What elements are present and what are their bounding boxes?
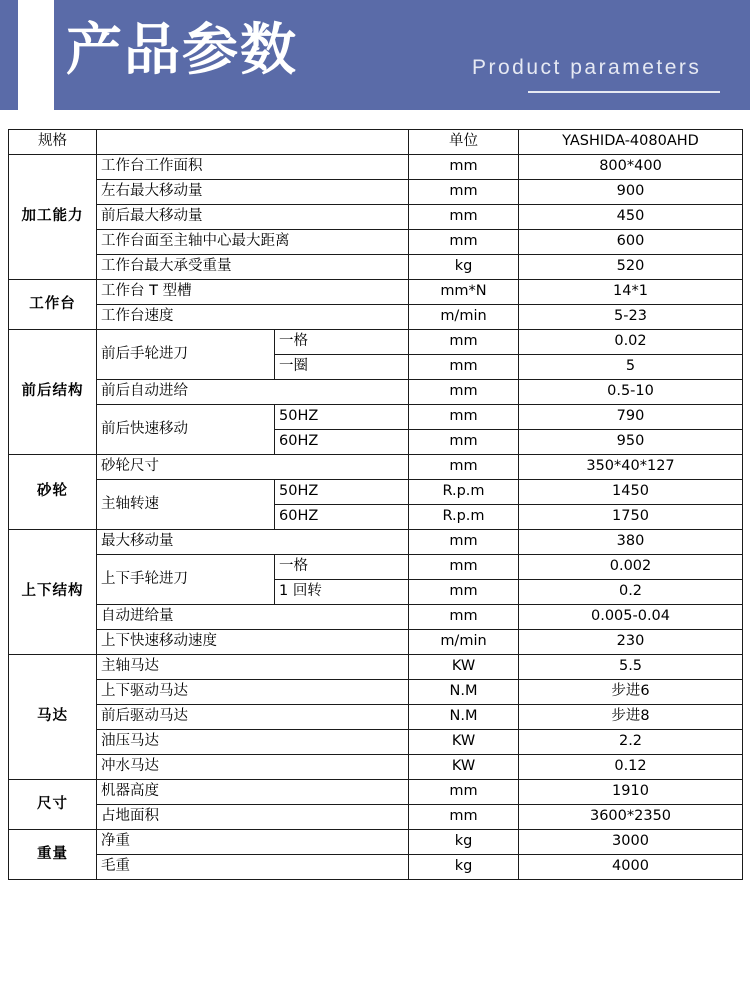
table-row (9, 205, 743, 230)
table-row (9, 655, 743, 680)
row-name-cell: 工作台最大承受重量 (97, 255, 409, 280)
row-name-cell: 上下驱动马达 (97, 680, 409, 705)
row-name-cell: 占地面积 (97, 805, 409, 830)
header-blank-cell (97, 130, 409, 155)
row-name-cell: 工作台 T 型槽 (97, 280, 409, 305)
row-unit-cell: mm (409, 530, 519, 555)
group-label-cell: 砂轮 (9, 455, 97, 530)
row-sub-cell: 一格 (275, 330, 409, 355)
table-row (9, 155, 743, 180)
table-row (9, 855, 743, 880)
row-value-cell: 5-23 (519, 305, 743, 330)
row-name-cell: 前后自动进给 (97, 380, 409, 405)
table-row (9, 530, 743, 555)
row-value-cell: 1750 (519, 505, 743, 530)
header-unit-label: 单位 (409, 130, 519, 155)
row-unit-cell: KW (409, 730, 519, 755)
row-sub-cell: 60HZ (275, 505, 409, 530)
banner-underline (528, 91, 720, 93)
banner-left-blue-stripe (0, 0, 18, 110)
row-value-cell: 5 (519, 355, 743, 380)
row-sub-cell: 一格 (275, 555, 409, 580)
row-unit-cell: mm (409, 180, 519, 205)
row-value-cell: 5.5 (519, 655, 743, 680)
row-unit-cell: mm (409, 605, 519, 630)
row-sub-cell: 1 回转 (275, 580, 409, 605)
table-row (9, 605, 743, 630)
table-header-row (9, 130, 743, 155)
row-value-cell: 350*40*127 (519, 455, 743, 480)
row-name-cell: 上下手轮进刀 (97, 555, 275, 605)
table-row (9, 680, 743, 705)
row-name-cell: 前后快速移动 (97, 405, 275, 455)
table-row (9, 805, 743, 830)
row-unit-cell: mm*N (409, 280, 519, 305)
row-value-cell: 1450 (519, 480, 743, 505)
table-row (9, 830, 743, 855)
row-value-cell: 790 (519, 405, 743, 430)
row-unit-cell: mm (409, 780, 519, 805)
group-label-cell: 马达 (9, 655, 97, 780)
group-label-cell: 加工能力 (9, 155, 97, 280)
row-unit-cell: mm (409, 380, 519, 405)
row-unit-cell: mm (409, 455, 519, 480)
row-value-cell: 0.12 (519, 755, 743, 780)
row-value-cell: 520 (519, 255, 743, 280)
row-unit-cell: m/min (409, 305, 519, 330)
row-value-cell: 14*1 (519, 280, 743, 305)
row-value-cell: 450 (519, 205, 743, 230)
row-unit-cell: kg (409, 255, 519, 280)
row-value-cell: 0.2 (519, 580, 743, 605)
row-name-cell: 冲水马达 (97, 755, 409, 780)
row-unit-cell: mm (409, 430, 519, 455)
row-unit-cell: KW (409, 655, 519, 680)
table-row (9, 730, 743, 755)
table-row (9, 780, 743, 805)
table-row (9, 230, 743, 255)
row-sub-cell: 50HZ (275, 480, 409, 505)
table-row (9, 180, 743, 205)
row-name-cell: 砂轮尺寸 (97, 455, 409, 480)
row-unit-cell: mm (409, 155, 519, 180)
row-unit-cell: N.M (409, 680, 519, 705)
row-name-cell: 最大移动量 (97, 530, 409, 555)
row-value-cell: 4000 (519, 855, 743, 880)
row-value-cell: 3600*2350 (519, 805, 743, 830)
table-row (9, 755, 743, 780)
row-value-cell: 380 (519, 530, 743, 555)
row-name-cell: 工作台面至主轴中心最大距离 (97, 230, 409, 255)
row-value-cell: 步进6 (519, 680, 743, 705)
row-unit-cell: mm (409, 230, 519, 255)
row-name-cell: 主轴马达 (97, 655, 409, 680)
row-name-cell: 前后手轮进刀 (97, 330, 275, 380)
row-unit-cell: N.M (409, 705, 519, 730)
table-row (9, 280, 743, 305)
row-name-cell: 油压马达 (97, 730, 409, 755)
group-label-cell: 工作台 (9, 280, 97, 330)
row-value-cell: 3000 (519, 830, 743, 855)
row-name-cell: 工作台速度 (97, 305, 409, 330)
page-title: 产品参数 (66, 18, 298, 83)
row-unit-cell: mm (409, 580, 519, 605)
row-unit-cell: R.p.m (409, 480, 519, 505)
row-name-cell: 净重 (97, 830, 409, 855)
header-spec-label: 规格 (9, 130, 97, 155)
row-unit-cell: m/min (409, 630, 519, 655)
row-unit-cell: mm (409, 355, 519, 380)
table-row (9, 405, 743, 430)
table-row (9, 255, 743, 280)
row-name-cell: 前后驱动马达 (97, 705, 409, 730)
table-row (9, 455, 743, 480)
row-unit-cell: kg (409, 855, 519, 880)
group-label-cell: 上下结构 (9, 530, 97, 655)
row-value-cell: 0.002 (519, 555, 743, 580)
group-label-cell: 重量 (9, 830, 97, 880)
row-value-cell: 600 (519, 230, 743, 255)
row-value-cell: 0.005-0.04 (519, 605, 743, 630)
row-sub-cell: 50HZ (275, 405, 409, 430)
page-banner (0, 0, 750, 118)
row-name-cell: 上下快速移动速度 (97, 630, 409, 655)
row-value-cell: 900 (519, 180, 743, 205)
row-name-cell: 自动进给量 (97, 605, 409, 630)
row-name-cell: 前后最大移动量 (97, 205, 409, 230)
row-name-cell: 左右最大移动量 (97, 180, 409, 205)
row-unit-cell: mm (409, 805, 519, 830)
row-name-cell: 毛重 (97, 855, 409, 880)
table-row (9, 705, 743, 730)
row-unit-cell: mm (409, 205, 519, 230)
table-row (9, 305, 743, 330)
row-value-cell: 230 (519, 630, 743, 655)
row-sub-cell: 60HZ (275, 430, 409, 455)
table-row (9, 330, 743, 355)
row-unit-cell: mm (409, 555, 519, 580)
page-subtitle: Product parameters (472, 56, 702, 79)
row-unit-cell: kg (409, 830, 519, 855)
row-name-cell: 机器高度 (97, 780, 409, 805)
table-row (9, 480, 743, 505)
table-row (9, 630, 743, 655)
row-value-cell: 0.02 (519, 330, 743, 355)
header-model-label: YASHIDA-4080AHD (519, 130, 743, 155)
row-unit-cell: R.p.m (409, 505, 519, 530)
spec-table-container (0, 118, 750, 880)
row-name-cell: 主轴转速 (97, 480, 275, 530)
spec-table (8, 129, 743, 880)
row-value-cell: 2.2 (519, 730, 743, 755)
row-name-cell: 工作台工作面积 (97, 155, 409, 180)
row-unit-cell: mm (409, 405, 519, 430)
table-row (9, 380, 743, 405)
row-value-cell: 步进8 (519, 705, 743, 730)
row-unit-cell: KW (409, 755, 519, 780)
row-value-cell: 800*400 (519, 155, 743, 180)
group-label-cell: 前后结构 (9, 330, 97, 455)
row-value-cell: 1910 (519, 780, 743, 805)
row-sub-cell: 一圈 (275, 355, 409, 380)
table-row (9, 555, 743, 580)
row-value-cell: 0.5-10 (519, 380, 743, 405)
row-value-cell: 950 (519, 430, 743, 455)
row-unit-cell: mm (409, 330, 519, 355)
group-label-cell: 尺寸 (9, 780, 97, 830)
